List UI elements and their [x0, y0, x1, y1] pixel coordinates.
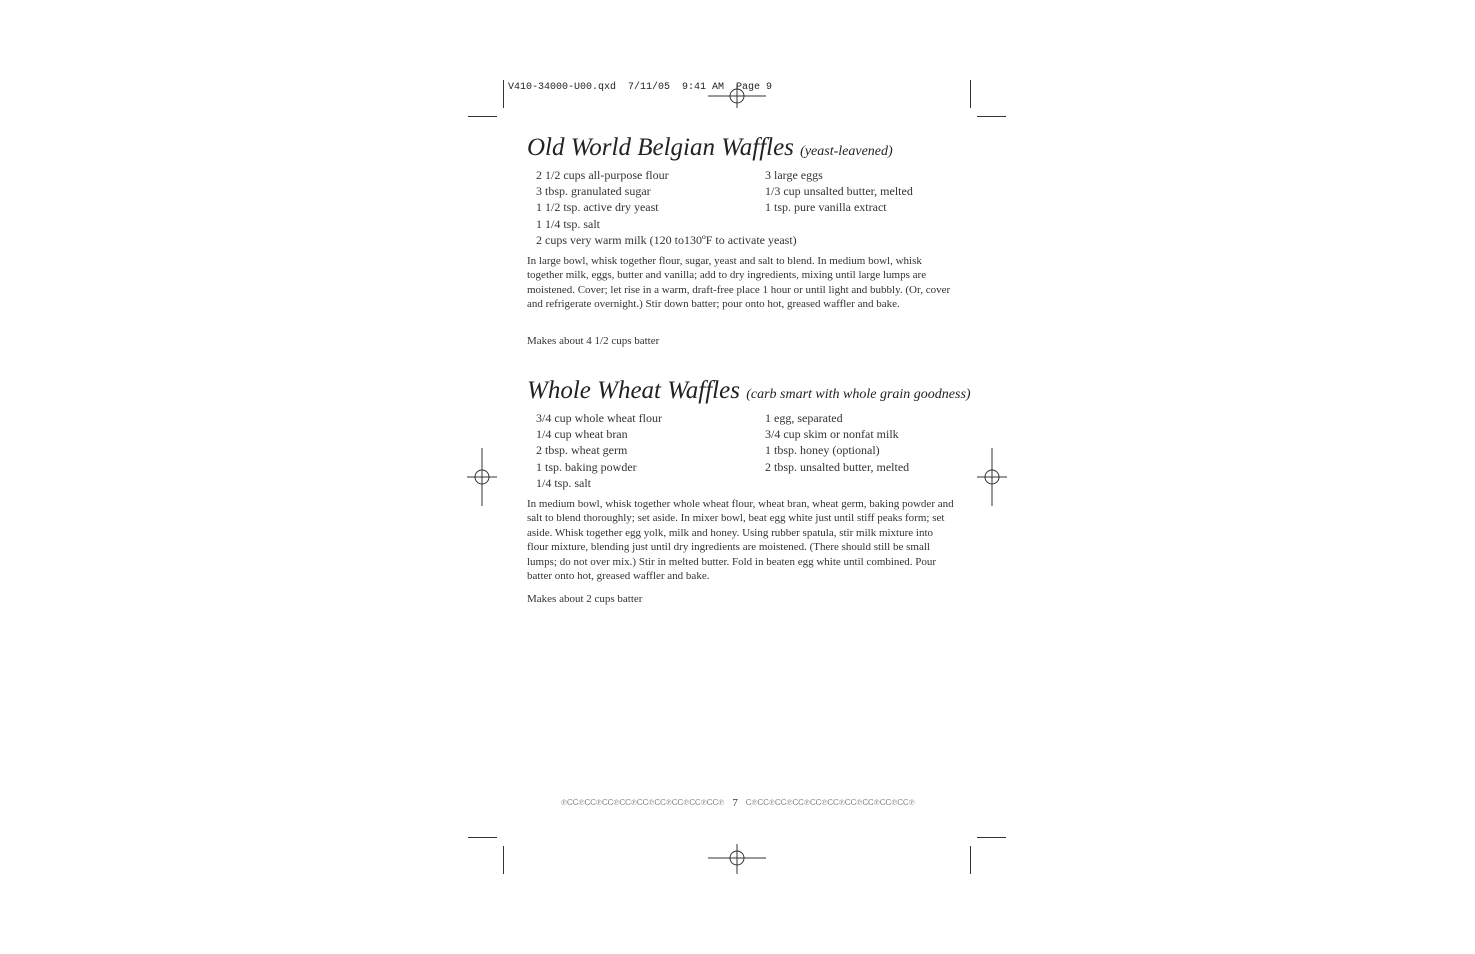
page-number: 7	[732, 797, 738, 809]
ingredient-list-right	[765, 167, 913, 216]
swirl-border-icon: Ꮯ℗ᏟᏟ℗ᏟᏟ℗ᏟᏟ℗ᏟᏟ℗ᏟᏟ℗ᏟᏟ℗ᏟᏟ℗ᏟᏟ℗ᏟᏟ℗	[745, 798, 915, 807]
page-footer	[540, 797, 936, 809]
ingredient-item: 3/4 cup whole wheat flour	[536, 411, 662, 425]
ingredient-item: 1 tsp. baking powder	[536, 459, 637, 474]
crop-mark-top-left-horizontal	[468, 116, 497, 117]
registration-mark-icon	[977, 448, 1007, 506]
crop-mark-top-left-vertical	[503, 80, 504, 108]
ingredient-list-left	[536, 410, 662, 491]
ingredient-item: 3 tbsp. granulated sugar	[536, 184, 651, 199]
ingredient-item: 1 1/4 tsp. salt	[536, 216, 601, 231]
crop-mark-top-right-horizontal	[977, 116, 1006, 117]
ingredient-item: 1 tsp. pure vanilla extract	[765, 200, 887, 215]
ingredient-item: 1/4 tsp. salt	[536, 475, 592, 490]
recipe-title-text: Old World Belgian Waffles	[527, 134, 794, 161]
registration-mark-icon	[708, 844, 766, 874]
recipe-title	[527, 134, 893, 162]
ingredient-item: 2 tbsp. wheat germ	[536, 443, 628, 458]
crop-mark-bottom-right-horizontal	[977, 837, 1006, 838]
crop-mark-bottom-left-horizontal	[468, 837, 497, 838]
recipe-title-text: Whole Wheat Waffles	[527, 377, 740, 404]
ingredient-list-left	[536, 167, 797, 248]
ingredient-item: 3 large eggs	[765, 168, 823, 182]
ingredient-item: 3/4 cup skim or nonfat milk	[765, 427, 899, 442]
ingredient-item: 1/3 cup unsalted butter, melted	[765, 184, 913, 199]
ingredient-item: 2 cups very warm milk (120 to130ºF to activate yeast)	[536, 232, 797, 247]
crop-mark-top-right-vertical	[970, 80, 971, 108]
recipe-subtitle: (carb smart with whole grain goodness)	[746, 387, 971, 402]
ingredient-item: 1 1/2 tsp. active dry yeast	[536, 200, 659, 215]
recipe-directions: In medium bowl, whisk together whole wheat flour, wheat bran, wheat germ, baking powder and salt to blend thoroughly; set aside. In mixer bowl, beat egg white just until stiff peaks form; set aside. Whisk together egg yolk, milk and honey. Using rubber spatula, stir milk mixture into flour mixture, blending just until dry ingredients are moistened. (There should still be small lumps; do not over mix.) Stir in melted butter. Fold in beaten egg white until combined. Pour batter onto hot, greased waffler and bake.	[527, 498, 954, 583]
recipe-directions: In large bowl, whisk together flour, sugar, yeast and salt to blend. In medium bowl, whisk together milk, eggs, butter and vanilla; add to dry ingredients, mixing until large lumps are moistened. Cover; let rise in a warm, draft-free place 1 hour or until light and bubbly. (Or, cover and refrigerate overnight.) Stir down batter; pour onto hot, greased waffler and bake.	[527, 255, 951, 311]
recipe-subtitle: (yeast-leavened)	[800, 144, 893, 159]
ingredient-item: 2 tbsp. unsalted butter, melted	[765, 459, 910, 474]
recipe-yield: Makes about 4 1/2 cups batter	[527, 335, 660, 347]
ingredient-item: 2 1/2 cups all-purpose flour	[536, 168, 669, 182]
ingredient-item: 1 egg, separated	[765, 411, 843, 425]
registration-mark-icon	[467, 448, 497, 506]
recipe-yield: Makes about 2 cups batter	[527, 593, 643, 605]
crop-mark-bottom-right-vertical	[970, 846, 971, 874]
ingredient-item: 1/4 cup wheat bran	[536, 427, 628, 442]
registration-mark-icon	[708, 84, 766, 108]
recipe-title	[527, 377, 971, 405]
crop-mark-bottom-left-vertical	[503, 846, 504, 874]
ingredient-item: 1 tbsp. honey (optional)	[765, 443, 880, 458]
swirl-border-icon: ℗ᏟᏟ℗ᏟᏟ℗ᏟᏟ℗ᏟᏟ℗ᏟᏟ℗ᏟᏟ℗ᏟᏟ℗ᏟᏟ℗ᏟᏟ℗	[561, 798, 725, 807]
file-slug: V410-34000-U00.qxd 7/11/05 9:41 AM Page 9	[508, 82, 773, 93]
ingredient-list-right	[765, 410, 909, 475]
